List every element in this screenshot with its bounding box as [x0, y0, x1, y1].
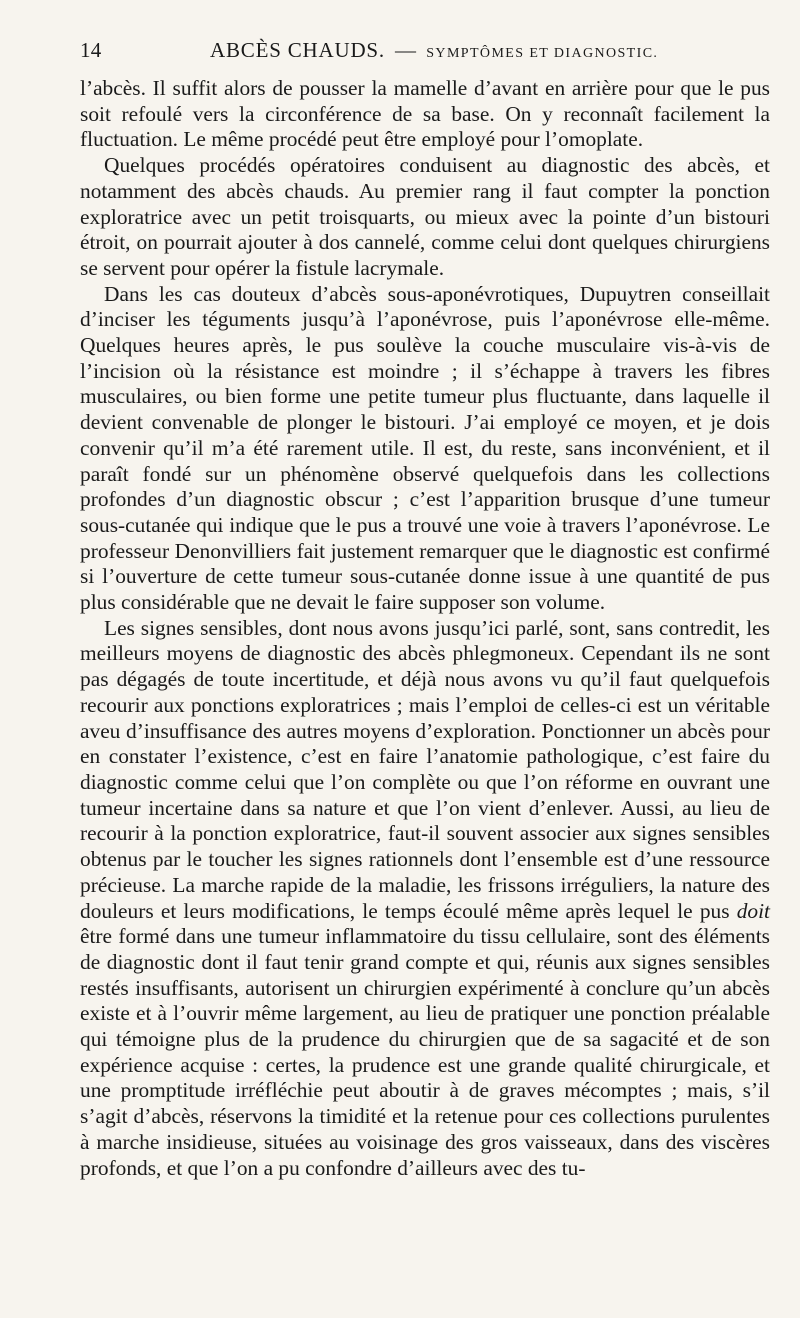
body-text: [80, 76, 770, 1181]
paragraph: [80, 616, 770, 1181]
paragraph: Quelques procédés opératoires conduisent au diagnostic des abcès, et notamment des abcès chauds. Au premier rang il faut compter la ponction exploratrice avec un petit troisquarts, ou mieux avec la pointe d’un bistouri étroit, on pourrait ajouter à dos cannelé, comme celui dont quelques chirurgiens se servent pour opérer la fistule lacrymale.: [80, 153, 770, 280]
paragraph-text: Les signes sensibles, dont nous avons jusqu’ici parlé, sont, sans contredit, les meilleurs moyens de diagnostic des abcès phlegmoneux. Cependant ils ne sont pas dégagés de toute incertitude, et déjà nous avons vu qu’il faut quelquefois recourir aux ponctions exploratrices ; mais l’emploi de celles-ci est un véritable aveu d’insuffisance des autres moyens d’exploration. Ponctionner un abcès pour en constater l’existence, c’est en faire l’anatomie pathologique, c’est faire du diagnostic comme celui que l’on complète ou que l’on réforme en ouvrant une tumeur incertaine dans sa nature et que l’on vient d’enlever. Aussi, au lieu de recourir à la ponction exploratrice, faut-il souvent associer aux signes sensibles obtenus par le toucher les signes rationnels dont l’ensemble est d’une ressource précieuse. La marche rapide de la maladie, les frissons irréguliers, la nature des douleurs et leurs modifications, le temps écoulé même après lequel le pus: [80, 615, 770, 923]
page-number: 14: [80, 38, 102, 62]
running-title: ABCÈS CHAUDS.: [210, 38, 385, 62]
header-title: [210, 38, 770, 63]
italic-word: doit: [736, 898, 770, 923]
running-header: [80, 38, 770, 76]
paragraph: Dans les cas douteux d’abcès sous-aponévrotiques, Dupuytren conseillait d’inciser les téguments jusqu’à l’aponévrose, puis l’aponévrose elle-même. Quelques heures après, le pus soulève la couche musculaire vis-à-vis de l’incision où la résistance est moindre ; il s’échappe à travers les fibres musculaires, ou bien forme une petite tumeur plus fluctuante, dans laquelle il devient convenable de plonger le bistouri. J’ai employé ce moyen, et je dois convenir qu’il m’a été rarement utile. Il est, du reste, sans inconvénient, et il paraît fondé sur un phénomène observé quelquefois dans les collections profondes d’un diagnostic obscur ; c’est l’apparition brusque d’une tumeur sous-cutanée qui indique que le pus a trouvé une voie à travers l’aponévrose. Le professeur Denonvilliers fait justement remarquer que le diagnostic est confirmé si l’ouverture de cette tumeur sous-cutanée donne issue à une quantité de pus plus considérable que ne devait le faire supposer son volume.: [80, 281, 770, 615]
paragraph: l’abcès. Il suffit alors de pousser la mamelle d’avant en arrière pour que le pus soit refoulé vers la circonférence de sa base. On y reconnaît facilement la fluctuation. Le même procédé peut être employé pour l’omoplate.: [80, 76, 770, 152]
header-separator: —: [394, 38, 417, 62]
section-title: SYMPTÔMES ET DIAGNOSTIC.: [426, 46, 659, 61]
paragraph-text: être formé dans une tumeur inflammatoire du tissu cellulaire, sont des éléments de diagnostic dont il faut tenir grand compte et qui, réunis aux signes sensibles restés insuffisants, autorisent un chirurgien expérimenté à conclure qu’un abcès existe et à l’ouvrir même largement, au lieu de pratiquer une ponction préalable qui témoigne plus de la prudence du chirurgien que de sa sagacité et de son expérience acquise : certes, la prudence est une grande qualité chirurgicale, et une promptitude irréfléchie peut aboutir à de graves mécomptes ; mais, s’il s’agit d’abcès, réservons la timidité et la retenue pour ces collections purulentes à marche insidieuse, situées au voisinage des gros vaisseaux, dans des viscères profonds, et que l’on a pu confondre d’ailleurs avec des tu-: [80, 924, 770, 1180]
